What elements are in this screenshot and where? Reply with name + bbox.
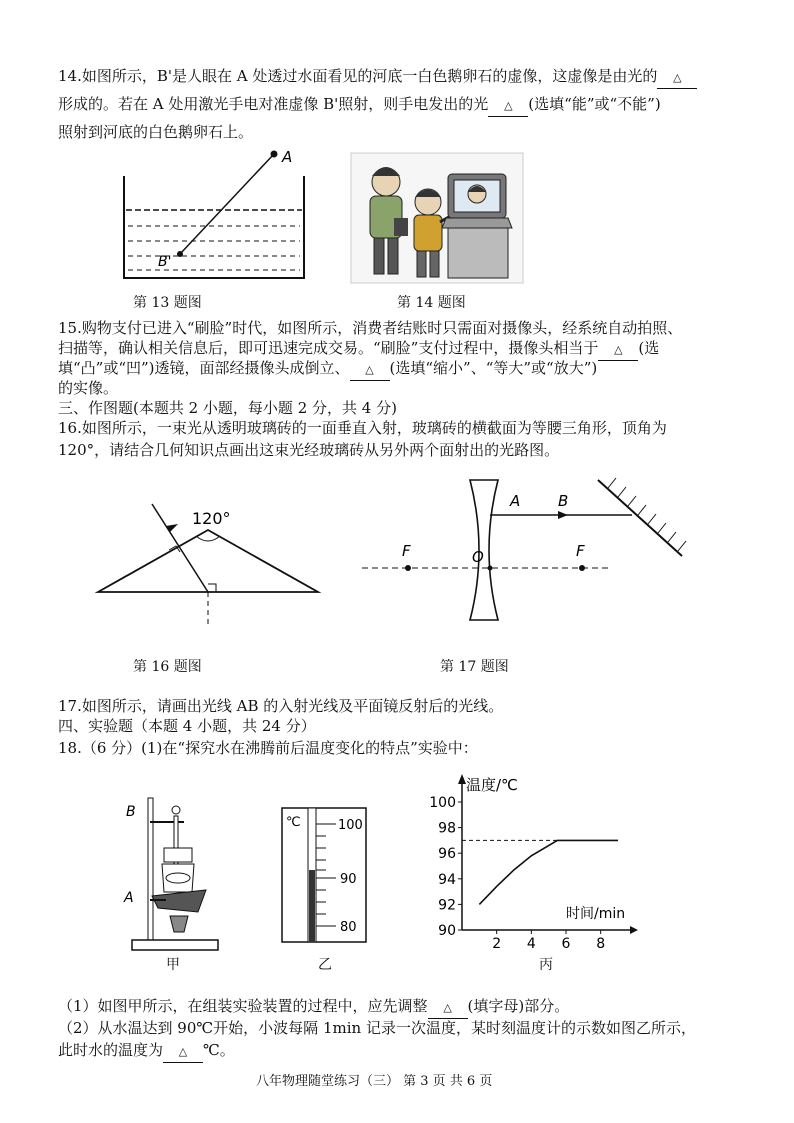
q14-line2: 形成的。若在 A 处用激光手电对准虚像 B'照射，则手电发出的光 △ (选填“能”或“不能”) bbox=[58, 94, 661, 117]
temperature-time-chart bbox=[418, 772, 640, 948]
fig13-caption: 第 13 题图 bbox=[133, 295, 202, 311]
face-pay-kiosk bbox=[442, 174, 512, 278]
fig17-label-a: A bbox=[510, 492, 521, 510]
thermometer-diagram bbox=[278, 804, 370, 948]
apparatus-label-b: B bbox=[126, 804, 136, 820]
section-3-heading: 三、作图题(本题共 2 小题，每小题 2 分，共 4 分) bbox=[58, 399, 397, 417]
chart-xlabel: 时间/min bbox=[566, 906, 626, 922]
thermometer-tick-100: 100 bbox=[338, 818, 363, 833]
y-tick-label: 94 bbox=[438, 871, 456, 888]
q14-line3: 照射到河底的白色鹅卵石上。 bbox=[58, 123, 254, 141]
apparatus-label-a: A bbox=[124, 890, 134, 906]
q14-blank-2[interactable]: △ bbox=[488, 96, 528, 117]
fig-jia-caption: 甲 bbox=[166, 957, 180, 973]
y-tick-label: 96 bbox=[438, 846, 456, 863]
thermometer-tick-80: 80 bbox=[340, 920, 357, 935]
temperature-series-line bbox=[479, 840, 618, 904]
q18-intro: 18.（6 分）(1)在“探究水在沸腾前后温度变化的特点”实验中： bbox=[58, 739, 478, 757]
q18-part3: 此时水的温度为 △ ℃。 bbox=[58, 1040, 235, 1063]
q15-line4: 的实像。 bbox=[58, 379, 119, 397]
fig13-label-b: B' bbox=[158, 254, 172, 270]
fig17-caption: 第 17 题图 bbox=[440, 659, 509, 675]
q15-line2: 扫描等，确认相关信息后，即可迅速完成交易。“刷脸”支付过程中，摄像头相当于 △ (选 bbox=[58, 338, 659, 361]
fig17-diagram bbox=[362, 472, 706, 622]
thermometer-tick-90: 90 bbox=[340, 872, 357, 887]
q15-blank-2[interactable]: △ bbox=[350, 360, 390, 381]
q18-part2: （2）从水温达到 90℃开始，小波每隔 1min 记录一次温度，某时刻温度计的示数如图乙所示， bbox=[58, 1019, 696, 1037]
y-tick-label: 98 bbox=[438, 820, 456, 837]
y-tick-label: 100 bbox=[429, 795, 456, 811]
q17-text: 17.如图所示，请画出光线 AB 的入射光线及平面镜反射后的光线。 bbox=[58, 697, 504, 715]
fig17-label-f-right: F bbox=[576, 542, 585, 560]
q15-line3: 填“凸”或“凹”)透镜，面部经摄像头成倒立、 △ (选填“缩小”、“等大”或“放大”) bbox=[58, 358, 597, 381]
q14-blank-1[interactable]: △ bbox=[657, 68, 697, 89]
fig17-label-b: B bbox=[558, 492, 569, 510]
x-tick-label: 6 bbox=[561, 936, 571, 948]
q14-line1: 14.如图所示，B'是人眼在 A 处透过水面看见的河底一白色鹅卵石的虚像，这虚像是由光的 △ bbox=[58, 66, 697, 89]
q15-line1: 15.购物支付已进入“刷脸”时代，如图所示，消费者结账时只需面对摄像头，经系统自动拍照、 bbox=[58, 319, 683, 337]
fig-bing-caption: 丙 bbox=[539, 957, 553, 973]
fig16-angle-label: 120° bbox=[192, 509, 231, 528]
fig17-label-o: O bbox=[472, 548, 484, 566]
fig16-caption: 第 16 题图 bbox=[133, 659, 202, 675]
q16-line2: 120°，请结合几何知识点画出这束光经玻璃砖从另外两个面射出的光路图。 bbox=[58, 441, 560, 459]
y-tick-label: 92 bbox=[438, 897, 456, 914]
q18-blank-1[interactable]: △ bbox=[428, 998, 468, 1019]
fig14-caption: 第 14 题图 bbox=[397, 295, 466, 311]
fig13-diagram bbox=[118, 146, 313, 286]
page-footer: 八年物理随堂练习（三） 第 3 页 共 6 页 bbox=[256, 1074, 493, 1089]
fig17-label-f-left: F bbox=[402, 542, 411, 560]
x-tick-label: 4 bbox=[526, 936, 536, 948]
q16-line1: 16.如图所示，一束光从透明玻璃砖的一面垂直入射，玻璃砖的横截面为等腰三角形，顶角为 bbox=[58, 419, 667, 437]
thermometer-unit: ℃ bbox=[286, 815, 301, 830]
fig14-illustration bbox=[350, 152, 524, 284]
fig13-label-a: A bbox=[282, 148, 293, 166]
fig-yi-caption: 乙 bbox=[318, 957, 332, 973]
q18-blank-2[interactable]: △ bbox=[163, 1042, 203, 1063]
chart-ylabel: 温度/℃ bbox=[466, 776, 518, 794]
q18-part1: （1）如图甲所示，在组装实验装置的过程中，应先调整 △ (填字母)部分。 bbox=[58, 996, 569, 1019]
section-4-heading: 四、实验题（本题 4 小题，共 24 分） bbox=[58, 717, 316, 735]
apparatus-diagram bbox=[118, 792, 228, 956]
x-tick-label: 8 bbox=[596, 936, 606, 948]
x-tick-label: 2 bbox=[492, 936, 502, 948]
y-tick-label: 90 bbox=[438, 923, 456, 939]
fig16-diagram bbox=[92, 494, 332, 630]
q15-blank-1[interactable]: △ bbox=[598, 340, 638, 361]
